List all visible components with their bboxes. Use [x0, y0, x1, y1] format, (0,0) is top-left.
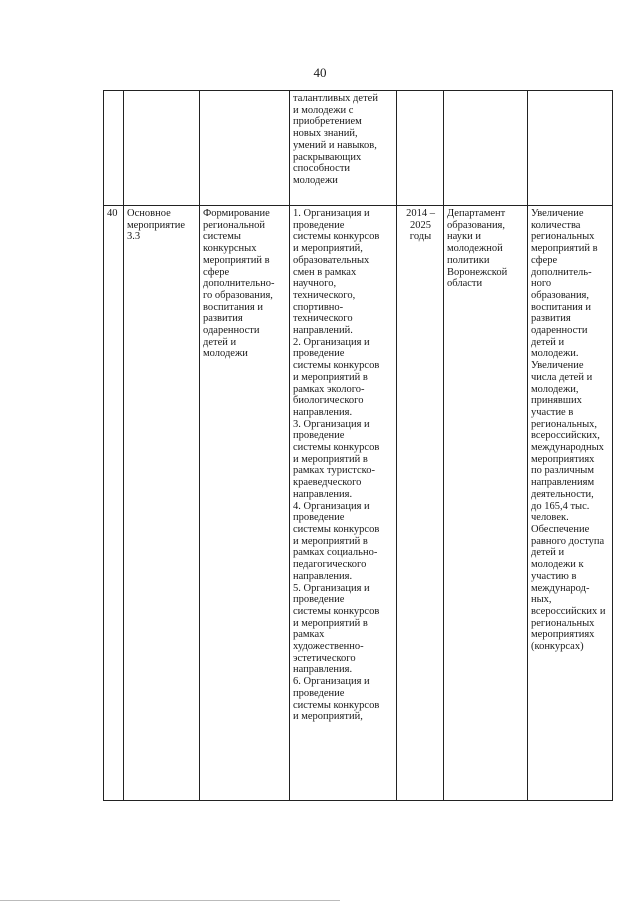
- cell-number: [104, 91, 124, 206]
- cell-number: 40: [104, 206, 124, 801]
- table-row-continued: [104, 91, 613, 206]
- table-row-40: [104, 206, 613, 801]
- cell-expected-result: [528, 91, 613, 206]
- program-activities-table: [103, 90, 613, 801]
- cell-activities: талантливых детей и молодежи с приобретением новых знаний, умений и навыков, раскрывающих способности молодежи: [290, 91, 397, 206]
- cell-activity-name: Основное мероприятие 3.3: [124, 206, 200, 801]
- cell-period: 2014 – 2025 годы: [397, 206, 444, 801]
- cell-activities: 1. Организация и проведение системы конкурсов и мероприятий, образовательных смен в рамках научного, технического, спортивно- технического направлений. 2. Организация и проведение системы конкурсов и мероприятий в рамках эколого- биологического направления. 3. Организация и проведение системы конкурсов и мероприятий в рамках туристско- краеведческого направления. 4. Организация и проведение системы конкурсов и мероприятий в рамках социально- педагогического направления. 5. Организация и проведение системы конкурсов и мероприятий в рамках художественно- эстетического направления. 6. Организация и проведение системы конкурсов и мероприятий,: [290, 206, 397, 801]
- cell-goal: [200, 91, 290, 206]
- page-number: 40: [313, 65, 327, 80]
- cell-period: [397, 91, 444, 206]
- cell-activity-name: [124, 91, 200, 206]
- scan-edge-line: [0, 900, 340, 901]
- cell-goal: Формирование региональной системы конкурсных мероприятий в сфере дополнительно- го образования, воспитания и развития одаренности детей и молодежи: [200, 206, 290, 801]
- cell-executor: [444, 91, 528, 206]
- cell-executor: Департамент образования, науки и молодежной политики Воронежской области: [444, 206, 528, 801]
- cell-expected-result: Увеличение количества региональных мероприятий в сфере дополнитель- ного образования, воспитания и развития одаренности детей и молодежи. Увеличение числа детей и молодежи, принявших участие в региональных, всероссийских, международных мероприятиях по различным направлениям деятельности, до 165,4 тыс. человек. Обеспечение равного доступа детей и молодежи к участию в международ- ных, всероссийских и региональных мероприятиях (конкурсах): [528, 206, 613, 801]
